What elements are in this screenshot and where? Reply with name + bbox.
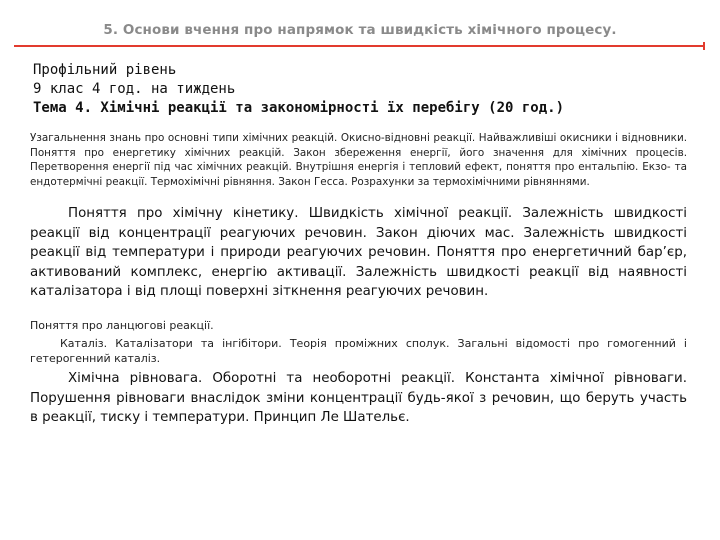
equilibrium-block <box>30 369 687 428</box>
header-divider <box>14 45 704 47</box>
catalysis-paragraph: Каталіз. Каталізатори та інгібітори. Теорія проміжних сполук. Загальні відомості про гомогенний і гетерогенний каталіз. <box>30 337 687 365</box>
equilibrium-paragraph: Хімічна рівновага. Оборотні та необоротні реакції. Константа хімічної рівноваги. Порушення рівноваги внаслідок зміни концентрації будь-якої з речовин, що беруть участь в реакції, тиску і температури. Принцип Ле Шательє. <box>30 371 687 426</box>
slide-header <box>0 0 720 48</box>
kinetics-paragraph: Поняття про хімічну кінетику. Швидкість хімічної реакції. Залежність швидкості реакції від концентрації реагуючих речовин. Закон діючих мас. Залежність швидкості реакції від температури і природи реагуючих речовин. Поняття про енергетичний бар’єр, активований комплекс, енергію активації. Залежність швидкості реакції від наявності каталізатора і від площі поверхні зіткнення реагуючих речовин. <box>30 206 687 300</box>
catalysis-block <box>30 336 687 366</box>
chain-block <box>30 318 687 333</box>
chain-paragraph: Поняття про ланцюгові реакції. <box>30 319 214 332</box>
summary-paragraph: Узагальнення знань про основні типи хімічних реакцій. Окисно-відновні реакції. Найважливіші окисники і відновники. Поняття про енергетику хімічних реакцій. Закон збереження енергії, його значення для хімічних процесів. Перетворення енергії під час хімічних реакцій. Внутрішня енергія і тепловий ефект, поняття про ентальпію. Екзо- та ендотермічні реакції. Термохімічні рівняння. Закон Гесса. Розрахунки за термохімічними рівняннями. <box>30 132 687 188</box>
slide-title: 5. Основи вчення про напрямок та швидкість хімічного процесу. <box>103 22 617 38</box>
topic-title: Тема 4. Хімічні реакції та закономірності їх перебігу (20 год.) <box>33 100 565 116</box>
header-divider-end <box>703 42 705 50</box>
hours-line: 9 клас 4 год. на тиждень <box>33 81 236 97</box>
level-line: Профільний рівень <box>33 62 177 78</box>
kinetics-block <box>30 204 687 302</box>
course-info <box>33 61 693 118</box>
